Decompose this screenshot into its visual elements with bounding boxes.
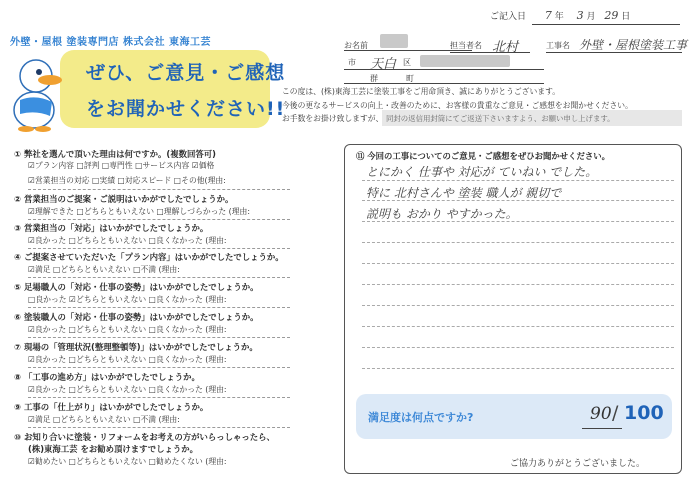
question-8-title [14,371,200,383]
question-2-options[interactable]: ☑理解できた □どちらともいえない □理解しづらかった (理由: [28,207,250,216]
intro-line-1: この度は、(株)東海工芸に塗装工事をご用命頂き、誠にありがとうございます。 [282,87,561,96]
question-2-title [14,193,233,205]
comment-rule-10 [362,368,674,369]
address-underline [344,69,544,70]
question-9-number: ⑨ [14,402,22,412]
question-3-number: ③ [14,223,22,233]
comment-line-3: 説明も おかり やすかった。 [366,207,518,221]
question-1-options-row-1[interactable]: ☑プラン内容 □評判 □専門性 □サービス内容 ☑価格 [28,161,215,170]
work-label: 工事名 [546,41,570,50]
banner-line-1: ぜひ、ご意見・ご感想 [86,62,286,84]
address-redacted [420,55,510,67]
satisfaction-score: 90 [590,404,612,424]
separator-4 [28,277,290,278]
question-3-title [14,222,208,234]
separator-7 [28,367,290,368]
duck-mascot-icon [6,50,68,132]
date-label: ご記入日 [490,12,527,22]
comment-rule-7 [362,305,674,306]
company-brand: 外壁・屋根 塗装専門店 株式会社 東海工芸 [10,37,211,48]
question-2-number: ② [14,194,22,204]
work-underline [546,52,682,53]
question-1-text: 弊社を選んで頂いた理由は何ですか。(複数回答可) [24,149,216,159]
work-value: 外壁・屋根塗装工事 [579,38,688,52]
street-value: 群 [370,74,378,83]
comment-rule-8 [362,326,674,327]
separator-5 [28,307,290,308]
date-line [490,9,630,22]
question-6-text: 塗装職人の「対応・仕事の姿勢」はいかがでしたでしょうか。 [24,312,259,322]
question-8-options[interactable]: ☑良かった □どちらともいえない □良くなかった (理由: [28,385,227,394]
question-6-options[interactable]: ☑良かった □どちらともいえない □良くなかった (理由: [28,325,227,334]
thanks-text: ご協力ありがとうございました。 [510,459,646,469]
question-10-text: お知り合いに塗装・リフォームをお考えの方がいらっしゃったら、 [24,432,275,442]
date-year: 7 [544,9,552,22]
town-underline [344,83,544,84]
question-1-options-row-2[interactable]: ☑営業担当の対応 □実績 □対応スピード □その他(理由: [28,176,226,185]
comment-rule-9 [362,347,674,348]
question-11-text: 今回の工事についてのご意見・ご感想をぜひお聞かせください。 [367,151,611,161]
comment-line-1: とにかく 仕事や 対応が ていねい でした。 [366,165,598,179]
question-7-options[interactable]: ☑良かった □どちらともいえない □良くなかった (理由: [28,355,227,364]
date-month: 3 [576,9,584,22]
question-9-title [14,401,208,413]
city-value: 天白 [370,57,397,72]
satisfaction-slash: / [612,402,619,424]
question-10-subtitle: (株)東海工芸 をお勧め頂けますでしょうか。 [28,444,198,454]
question-7-number: ⑦ [14,342,22,352]
staff-label: 担当者名 [450,41,482,50]
ward-label: 区 [403,58,411,67]
date-year-unit: 年 [554,12,564,22]
separator-1 [28,189,290,190]
date-underline [532,24,680,25]
banner-line-2: をお聞かせください!! [86,98,286,120]
question-9-options[interactable]: ☑満足 □どちらともいえない □不満 (理由: [28,415,180,424]
intro-line-3-note: 同封の返信用封筒にてご返送下さいますよう、お願い申し上げます。 [386,114,615,123]
question-9-text: 工事の「仕上がり」はいかがでしたでしょうか。 [24,402,209,412]
question-5-title [14,281,259,293]
question-6-title [14,311,259,323]
name-label: お名前 [344,41,368,50]
comment-line-2: 特に 北村さんや 塗装 職人が 親切で [366,186,562,200]
staff-value: 北村 [492,40,519,55]
intro-line-3: お手数をお掛け致しますが、 [282,114,384,123]
question-1-number: ① [14,149,22,159]
city-label: 市 [348,58,356,67]
name-redacted [380,34,408,48]
question-10-number: ⑩ [14,432,22,442]
separator-9 [28,427,290,428]
question-10-options[interactable]: ☑勧めたい □どちらともいえない □勧めたくない (理由: [28,457,227,466]
question-5-text: 足場職人の「対応・仕事の姿勢」はいかがでしたでしょうか。 [24,282,259,292]
comment-rule-4 [362,242,674,243]
question-3-options[interactable]: ☑良かった □どちらともいえない □良くなかった (理由: [28,236,227,245]
question-3-text: 営業担当の「対応」はいかがでしたでしょうか。 [24,223,209,233]
intro-line-2: 今後の更なるサービスの向上・改善のために、お客様の貴重なご意見・ご感想をお聞かせください。 [282,101,633,110]
question-4-title [14,251,284,263]
separator-2 [28,219,290,220]
date-day-unit: 日 [621,12,631,22]
question-11-title [356,150,610,162]
question-10-title [14,431,275,443]
question-6-number: ⑥ [14,312,22,322]
score-underline [582,428,622,429]
question-8-text: 「工事の進め方」はいかがでしたでしょうか。 [24,372,200,382]
question-7-title [14,341,258,353]
question-5-options[interactable]: □良かった ☑どちらともいえない □良くなかった (理由: [28,295,227,304]
question-4-text: ご提案させていただいた「プラン内容」はいかがでしたでしょうか。 [24,252,284,262]
question-5-number: ⑤ [14,282,22,292]
question-1-title [14,148,216,160]
staff-underline [450,52,530,53]
question-4-number: ④ [14,252,22,262]
question-4-options[interactable]: ☑満足 □どちらともいえない □不満 (理由: [28,265,180,274]
date-day: 29 [604,9,619,22]
comment-rule-5 [362,263,674,264]
question-7-text: 現場の「管理状況(整理整頓等)」はいかがでしたでしょうか。 [24,342,258,352]
satisfaction-max: 100 [624,402,664,424]
satisfaction-question: 満足度は何点ですか? [368,411,474,424]
separator-8 [28,397,290,398]
date-month-unit: 月 [586,12,596,22]
question-2-text: 営業担当のご提案・ご説明はいかがでしたでしょうか。 [24,194,234,204]
question-8-number: ⑧ [14,372,22,382]
comment-rule-1 [362,180,674,181]
question-11-number: ⑪ [356,151,365,161]
separator-6 [28,337,290,338]
comment-rule-6 [362,284,674,285]
separator-3 [28,248,290,249]
town-label: 町 [406,74,414,83]
